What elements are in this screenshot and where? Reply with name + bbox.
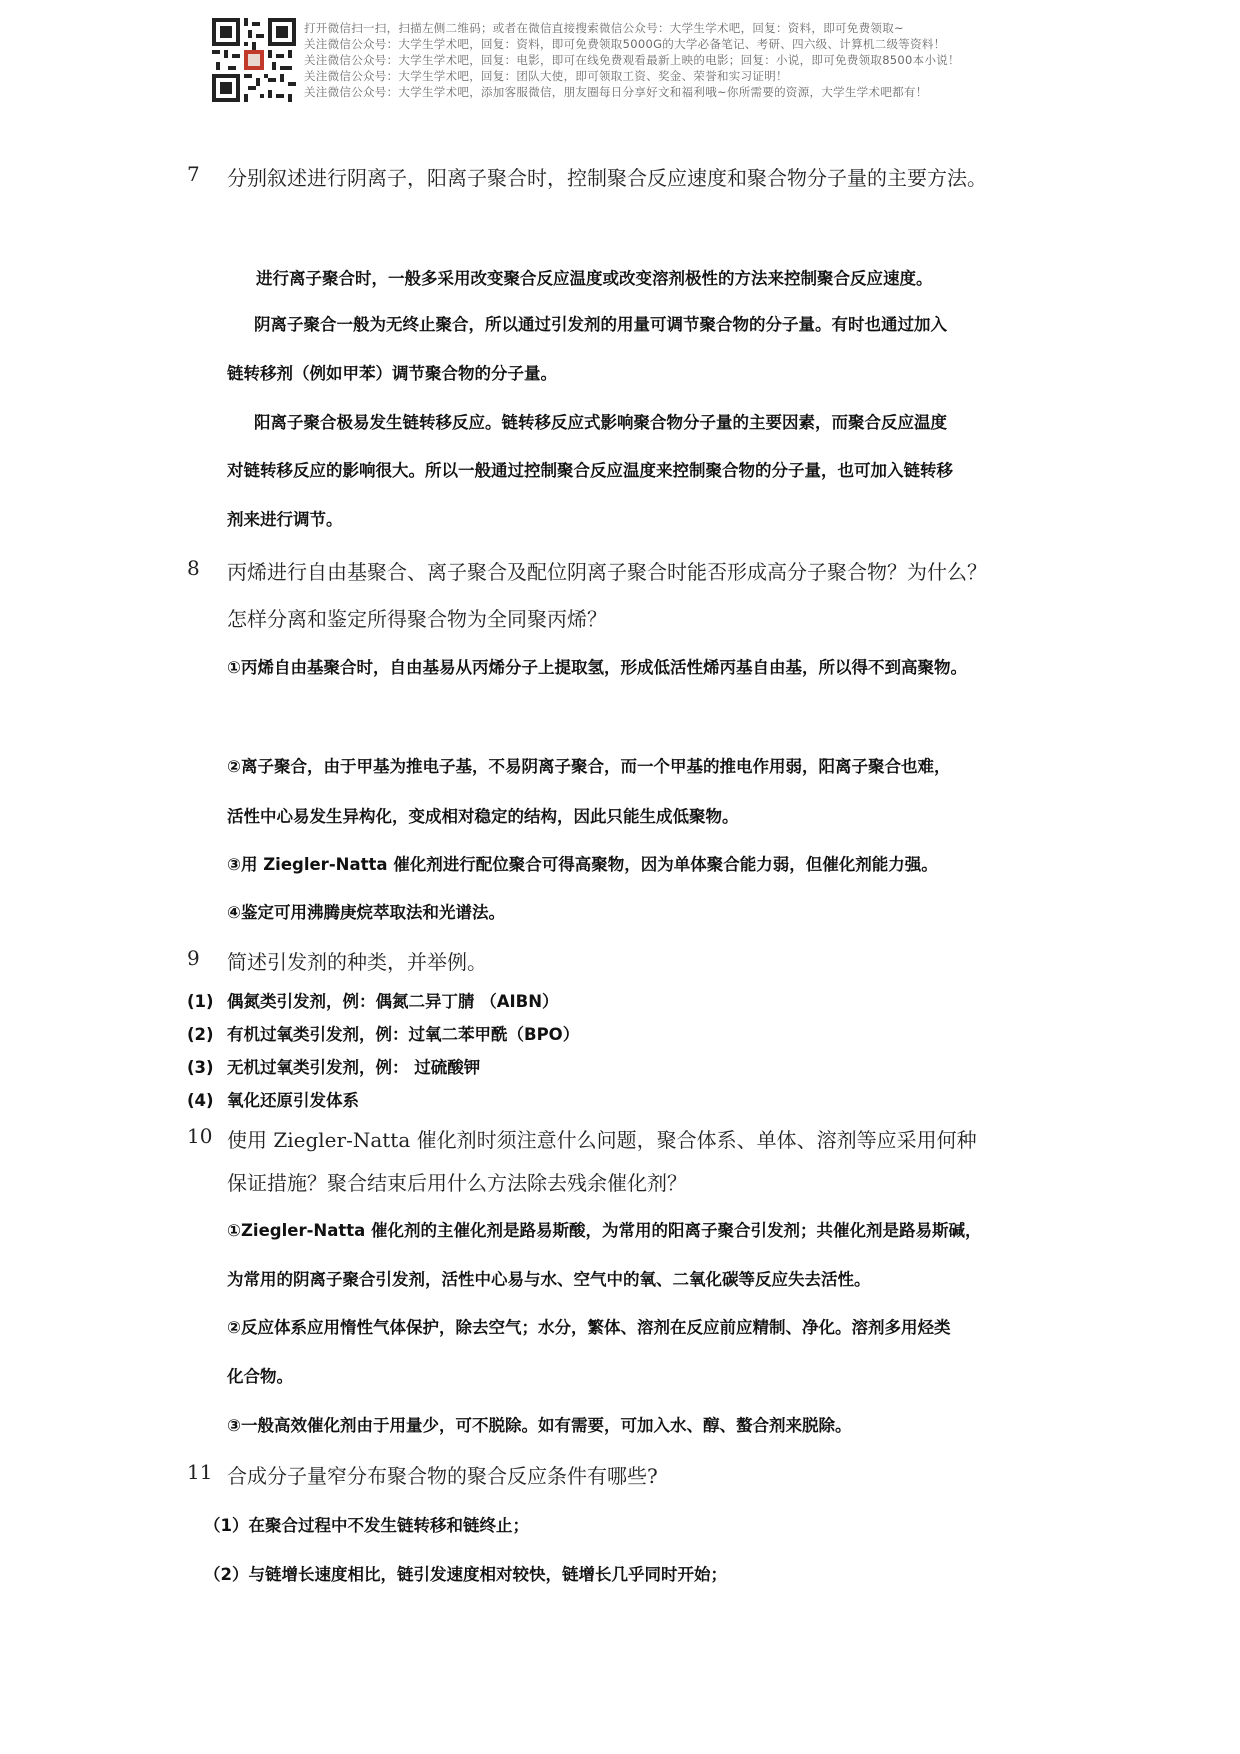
list-item-number: (1): [187, 992, 214, 1011]
question-number: 7: [187, 162, 200, 186]
list-item-number: (4): [187, 1091, 214, 1110]
answer-line: 进行离子聚合时，一般多采用改变聚合反应温度或改变溶剂极性的方法来控制聚合反应速度。: [256, 269, 933, 288]
answer-line: ①Ziegler-Natta 催化剂的主催化剂是路易斯酸，为常用的阳离子聚合引发剂；共催化剂是路易斯碱，: [227, 1221, 982, 1240]
answer-line: （1）在聚合过程中不发生链转移和链终止；: [204, 1516, 529, 1535]
answer-line: 阴离子聚合一般为无终止聚合，所以通过引发剂的用量可调节聚合物的分子量。有时也通过加入: [254, 315, 947, 334]
header-line: 打开微信扫一扫，扫描左侧二维码；或者在微信直接搜索微信公众号：大学生学术吧，回复：资料，即可免费领取~: [304, 21, 904, 35]
answer-line: ④鉴定可用沸腾庚烷萃取法和光谱法。: [227, 903, 505, 922]
answer-line: ③一般高效催化剂由于用量少，可不脱除。如有需要，可加入水、醇、螯合剂来脱除。: [227, 1416, 852, 1435]
header-line: 关注微信公众号：大学生学术吧，回复：电影，即可在线免费观看最新上映的电影；回复：小说，即可免费领取8500本小说！: [304, 53, 960, 67]
answer-line: ②离子聚合，由于甲基为推电子基，不易阴离子聚合，而一个甲基的推电作用弱，阳离子聚合也难，: [227, 757, 951, 776]
list-item: [187, 1087, 359, 1111]
header-promo-text: [304, 20, 1004, 100]
question-text: 分别叙述进行阴离子，阳离子聚合时，控制聚合反应速度和聚合物分子量的主要方法。: [227, 166, 987, 190]
question-text-cont: 怎样分离和鉴定所得聚合物为全同聚丙烯？: [227, 607, 607, 631]
list-item-text: 无机过氧类引发剂，例： 过硫酸钾: [227, 1058, 481, 1077]
answer-line: 活性中心易发生异构化，变成相对稳定的结构，因此只能生成低聚物。: [227, 807, 739, 826]
list-item: [187, 1021, 579, 1045]
answer-line: 剂来进行调节。: [227, 510, 343, 529]
answer-line: ①丙烯自由基聚合时，自由基易从丙烯分子上提取氢，形成低活性烯丙基自由基，所以得不到高聚物。: [227, 658, 967, 677]
question-text-cont: 保证措施？聚合结束后用什么方法除去残余催化剂？: [227, 1171, 687, 1195]
list-item-text: 有机过氧类引发剂，例：过氧二苯甲酰（BPO）: [227, 1025, 580, 1044]
qr-code-icon: [212, 18, 296, 102]
header-line: 关注微信公众号：大学生学术吧，添加客服微信，朋友圈每日分享好文和福利哦~你所需要的资源，大学生学术吧都有！: [304, 85, 928, 99]
question-text: 简述引发剂的种类，并举例。: [227, 950, 487, 974]
answer-line: 阳离子聚合极易发生链转移反应。链转移反应式影响聚合物分子量的主要因素，而聚合反应温度: [254, 413, 947, 432]
answer-line: 化合物。: [227, 1367, 293, 1386]
list-item-text: 氧化还原引发体系: [227, 1091, 359, 1110]
question-text: 合成分子量窄分布聚合物的聚合反应条件有哪些?: [227, 1464, 658, 1488]
answer-line: ②反应体系应用惰性气体保护，除去空气；水分，繁体、溶剂在反应前应精制、净化。溶剂多用烃类: [227, 1318, 951, 1337]
question-text: 使用 Ziegler-Natta 催化剂时须注意什么问题，聚合体系、单体、溶剂等应采用何种: [227, 1128, 977, 1152]
list-item-text: 偶氮类引发剂，例：偶氮二异丁腈 （AIBN）: [227, 992, 559, 1011]
question-number: 10: [187, 1124, 213, 1148]
answer-line: （2）与链增长速度相比，链引发速度相对较快，链增长几乎同时开始；: [204, 1565, 727, 1584]
list-item-number: (3): [187, 1058, 214, 1077]
answer-line: 为常用的阴离子聚合引发剂，活性中心易与水、空气中的氧、二氧化碳等反应失去活性。: [227, 1270, 871, 1289]
answer-line: 链转移剂（例如甲苯）调节聚合物的分子量。: [227, 364, 557, 383]
page-header-banner: [212, 18, 1012, 104]
question-number: 11: [187, 1460, 213, 1484]
list-item: [187, 1054, 480, 1078]
question-number: 8: [187, 556, 200, 580]
answer-line: 对链转移反应的影响很大。所以一般通过控制聚合反应温度来控制聚合物的分子量，也可加入链转移: [227, 461, 953, 480]
header-line: 关注微信公众号：大学生学术吧，回复：团队大使，即可领取工资、奖金、荣誉和实习证明！: [304, 69, 788, 83]
list-item-number: (2): [187, 1025, 214, 1044]
question-text: 丙烯进行自由基聚合、离子聚合及配位阴离子聚合时能否形成高分子聚合物？为什么？: [227, 560, 987, 584]
question-number: 9: [187, 946, 200, 970]
header-line: 关注微信公众号：大学生学术吧，回复：资料，即可免费领取5000G的大学必备笔记、考研、四六级、计算机二级等资料！: [304, 37, 946, 51]
answer-line: ③用 Ziegler-Natta 催化剂进行配位聚合可得高聚物，因为单体聚合能力弱，但催化剂能力强。: [227, 855, 938, 874]
list-item: [187, 988, 559, 1012]
